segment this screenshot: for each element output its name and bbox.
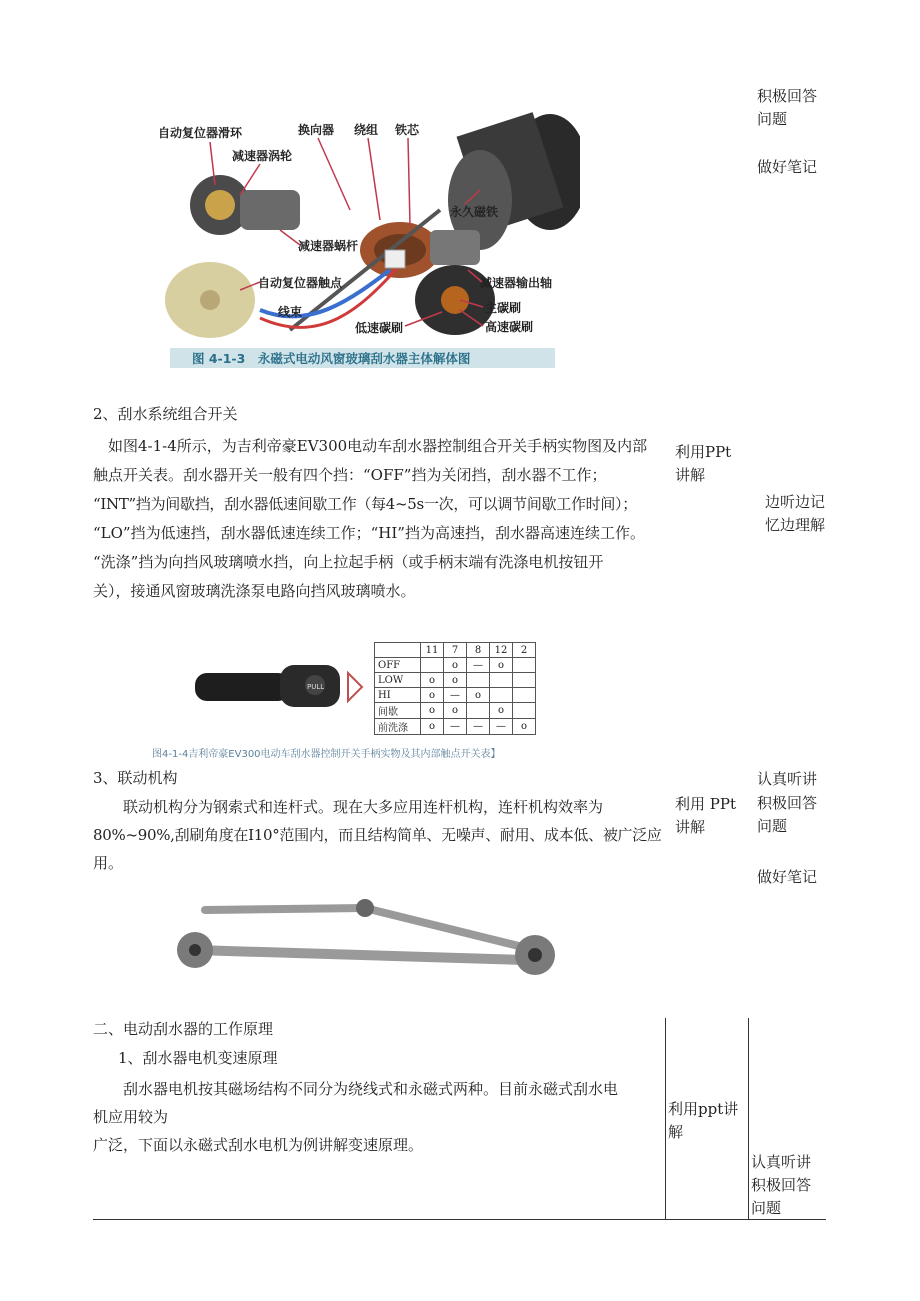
table-column-header: 11 [421,643,444,658]
table-header-row [375,643,536,658]
label-commutator: 换向器 [298,123,335,137]
figure1-caption: 图 4-1-3 永磁式电动风窗玻璃刮水器主体解体图 [192,351,471,366]
label-harness: 线束 [278,305,303,319]
section-b-line: 广泛，下面以永磁式刮水电机为例讲解变速原理。 [93,1136,424,1154]
table-column-header: 12 [490,643,513,658]
section2-line: “LO”挡为低速挡，刮水器低速连续工作；“HI”挡为高速挡，刮水器高速连续工作。 [93,524,645,542]
table-row-label: 间歇 [375,703,421,719]
side-note-listen-1: 边听边记忆边理解 [765,493,826,534]
section3-line: 80%~90%,刮刷角度在I10°范围内，而且结构简单、无噪声、耐用、成本低、被广泛应 [93,826,662,844]
table-row: 间歇 o o o [375,703,536,719]
section-b-subheading: 1、刮水器电机变速原理 [118,1049,278,1067]
side-note-notes-1: 做好笔记 [757,158,818,176]
arrow-icon [348,673,362,701]
table-bottom-rule [93,1219,826,1220]
label-reducer-worm-wheel: 减速器涡轮 [232,149,293,163]
side-note-answer-1: 积极回答问题 [757,87,818,128]
wiper-linkage-figure [165,890,585,990]
table-divider [665,1018,666,1220]
section2-line: 如图4-1-4所示，为吉利帝豪EV300电动车刮水器控制组合开关手柄实物图及内部 [93,437,648,455]
figure2-caption: 图4-1-4吉利帝豪EV300电动车刮水器控制开关手柄实物及其内部触点开关表】 [152,749,501,760]
section2-line: 关），接通风窗玻璃洗涤泵电路向挡风玻璃喷水。 [93,582,416,600]
section-b-body [93,1075,618,1159]
section2-line: 触点开关表。刮水器开关一般有四个挡：“OFF”挡为关闭挡，刮水器不工作； [93,466,607,484]
section3-heading: 3、联动机构 [93,769,178,787]
side-note-listen-2: 认真听讲 [757,770,818,788]
switch-handle-figure [190,655,370,725]
label-reducer-output-shaft: 减速器输出轴 [480,276,553,290]
section-b-line: 刮水器电机按其磁场结构不同分为绕线式和永磁式两种。目前永磁式刮水电 [93,1080,619,1098]
table-row-label: 前洗涤 [375,719,421,735]
side-note-answer-2: 积极回答问题 [757,794,818,835]
label-winding: 绕组 [354,123,379,137]
table-divider [748,1018,749,1220]
label-core: 铁芯 [395,123,420,137]
section-b-line: 机应用较为 [93,1108,169,1126]
wiper-motor-exploded-figure [150,100,580,375]
table-column-header: 8 [467,643,490,658]
side-note-listen-3: 认真听讲积极回答问题 [751,1153,812,1217]
switch-contact-table [374,642,536,735]
section3-line: 联动机构分为钢索式和连杆式。现在大多应用连杆机构，连杆机构效率为 [93,798,604,816]
label-high-speed-brush: 高速碳刷 [485,320,534,334]
section2-body [93,432,647,606]
label-permanent-magnet: 永久磁铁 [450,205,499,219]
label-main-brush: 主碳刷 [485,301,522,315]
section2-line: “INT”挡为间歇挡，刮水器低速间歇工作（每4~5s一次，可以调节间歇工作时间）； [93,495,637,513]
label-low-speed-brush: 低速碳刷 [355,321,404,335]
side-note-notes-2: 做好笔记 [757,868,818,886]
section-b-heading: 二、电动刮水器的工作原理 [93,1020,274,1038]
table-row-label: OFF [375,658,421,673]
table-row-label: LOW [375,673,421,688]
side-note-ppt-2: 利用 PPt讲解 [675,795,736,836]
table-column-header: 2 [513,643,536,658]
section2-heading: 2、刮水系统组合开关 [93,405,238,423]
table-row: OFF o — o [375,658,536,673]
handle-pull-text: PULL [307,683,325,691]
side-note-ppt-3: 利用ppt讲解 [668,1100,739,1141]
table-row: 前洗涤 o — — — o [375,719,536,735]
section3-body [93,793,662,877]
table-row: LOW o o [375,673,536,688]
motor-housing [448,112,580,250]
section3-line: 用。 [93,854,124,872]
section2-line: “洗涤”挡为向挡风玻璃喷水挡，向上拉起手柄（或手柄末端有洗涤电机按钮开 [93,553,604,571]
table-row-label: HI [375,688,421,703]
table-row: HI o — o [375,688,536,703]
table-column-header: 7 [444,643,467,658]
label-reducer-worm: 减速器蜗杆 [298,239,359,253]
label-auto-reset-ring: 自动复位器滑环 [158,126,243,140]
side-note-ppt-1: 利用PPt讲解 [675,443,732,484]
label-auto-reset-contact: 自动复位器触点 [258,276,343,290]
